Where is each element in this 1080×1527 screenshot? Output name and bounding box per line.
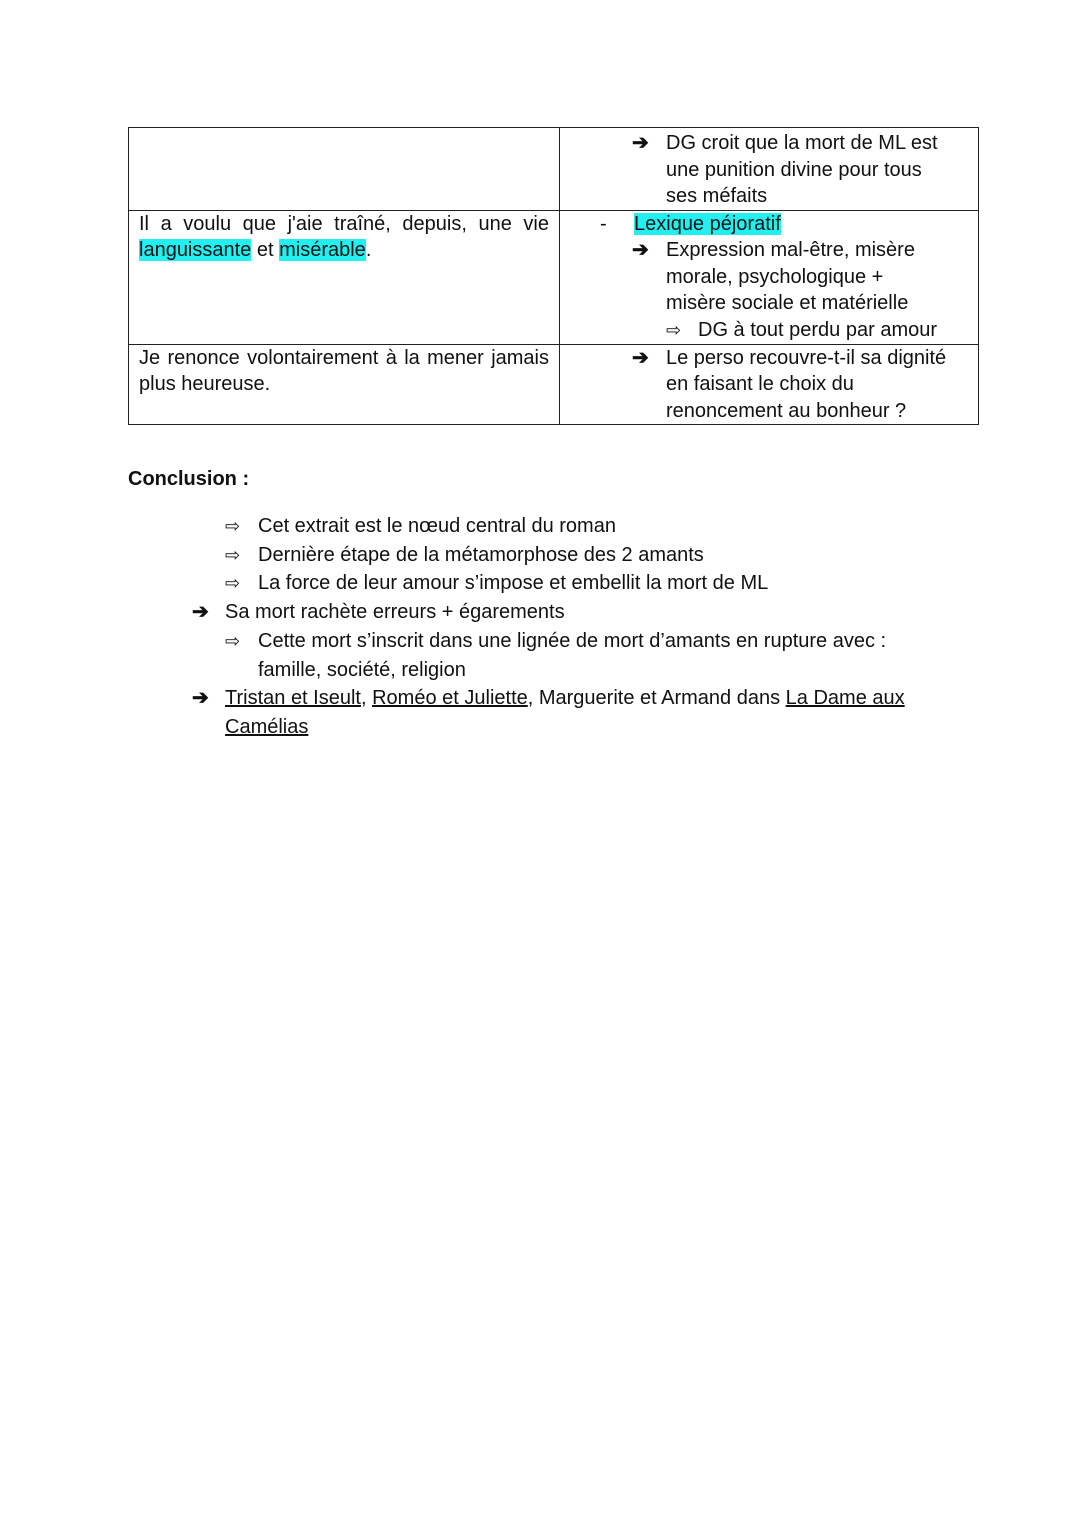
analysis-cell [560,210,979,344]
table-row [129,210,979,344]
hollow-arrow-icon: ⇨ [666,319,682,340]
analysis-cell [560,344,979,425]
quote-text [139,211,549,264]
list-item-continuation: morale, psychologique + [666,265,884,288]
list-item-continuation: misère sociale et matérielle [666,292,909,314]
analysis-text: DG croit que la mort de ML est [666,132,938,154]
table-row [129,344,979,425]
list-item-continuation: une punition divine pour tous [666,158,922,181]
quote-cell [129,210,560,344]
list-item-text: , Marguerite et Armand dans [527,687,786,710]
hollow-arrow-icon: ⇨ [225,516,241,536]
hollow-arrow-icon: ⇨ [225,630,241,651]
arrow-icon: ➔ [632,132,649,154]
list-item [560,237,970,264]
list-item-text: Dernière étape de la métamorphose des 2 amants [258,543,704,566]
quote-cell [129,128,560,211]
work-title: La Dame aux [785,687,905,710]
list-item [560,130,970,157]
list-item [560,211,970,238]
list-item-continuation: ses méfaits [666,185,768,207]
arrow-icon: ➔ [192,601,209,624]
analysis-table [128,127,979,425]
conclusion-list [128,512,948,742]
list-item-continuation: en faisant le choix du [666,373,854,395]
hollow-arrow-icon: ⇨ [225,544,241,565]
quote-text: Je renonce volontairement à la mener jamais plus heureuse. [139,346,549,395]
work-title: Camélias [225,715,309,738]
list-item-continuation [128,713,948,742]
analysis-text: Le perso recouvre-t-il sa dignité [666,346,947,369]
work-title: Tristan et Iseult [225,687,361,710]
highlighted-word: misérable [279,239,366,261]
quote-text-part: Il a voulu que j'aie traîné, depuis, une vie [139,212,549,235]
arrow-icon: ➔ [632,239,649,261]
hollow-arrow-icon: ⇨ [225,573,241,594]
dash-bullet: - [600,212,607,235]
work-title: Roméo et Juliette [372,687,528,710]
quote-text-part: . [365,239,372,261]
list-item-text: Sa mort rachète erreurs + égarements [225,601,565,624]
analysis-text: Expression mal-être, misère [666,239,915,261]
list-item [128,512,948,541]
list-item-text: Cette mort s’inscrit dans une lignée de mort d’amants en rupture avec : [258,629,887,652]
conclusion-heading: Conclusion : [128,468,250,490]
quote-cell [129,344,560,425]
list-item [128,627,948,656]
list-item-continuation: famille, société, religion [258,658,466,681]
analysis-cell [560,128,979,211]
list-item-text: La force de leur amour s’impose et embellit la mort de ML [258,572,769,595]
list-item [128,569,948,598]
arrow-icon: ➔ [192,687,209,710]
table-row [129,128,979,211]
highlighted-word: languissante [139,239,252,261]
list-item-continuation: renoncement au bonheur ? [666,399,907,422]
list-item [560,345,970,372]
list-item-text: , [360,687,373,710]
sub-list-item [560,317,970,344]
highlighted-heading: Lexique péjoratif [634,212,781,235]
arrow-icon: ➔ [632,346,649,369]
quote-text-part: et [251,239,280,261]
analysis-text: DG à tout perdu par amour [698,318,938,341]
list-item [128,598,948,627]
list-item [128,684,948,713]
list-item-text: Cet extrait est le nœud central du roman [258,515,616,537]
list-item [128,541,948,570]
